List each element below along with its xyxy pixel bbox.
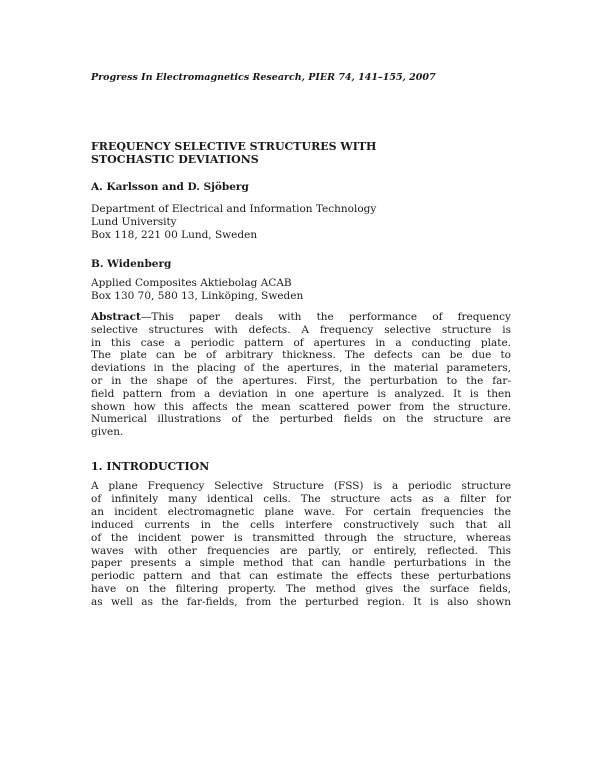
abstract-line: or in the shape of the apertures. First, the perturbation to the far- [91, 374, 511, 387]
abstract-line: The plate can be of arbitrary thickness. The defects can be due to [91, 349, 511, 362]
abstract-line: Abstract—This paper deals with the performance of frequency [91, 311, 511, 323]
affiliation-secondary [91, 277, 303, 303]
abstract-line: deviations in the placing of the apertures, in the material parameters, [91, 362, 511, 375]
abstract-line: field pattern from a deviation in one aperture is analyzed. It is then [91, 387, 511, 400]
title-line: STOCHASTIC DEVIATIONS [91, 153, 259, 166]
paragraph-line: waves with other frequencies are partly, or entirely, reflected. This [91, 544, 511, 557]
affiliation-line: Applied Composites Aktiebolag ACAB [91, 277, 292, 289]
affiliation-line: Box 130 70, 580 13, Linköping, Sweden [91, 290, 304, 302]
abstract-line: shown how this affects the mean scattered power from the structure. [91, 400, 511, 413]
title-line: FREQUENCY SELECTIVE STRUCTURES WITH [91, 140, 377, 153]
intro-paragraph [91, 480, 511, 609]
paragraph-line: of the incident power is transmitted through the structure, whereas [91, 531, 511, 544]
affiliation-line: Department of Electrical and Information Technology [91, 203, 377, 215]
paragraph-line: paper presents a simple method that can handle perturbations in the [91, 557, 511, 570]
section-heading: 1. INTRODUCTION [91, 460, 210, 473]
paragraph-line: an incident electromagnetic plane wave. For certain frequencies the [91, 505, 511, 518]
affiliation-line: Box 118, 221 00 Lund, Sweden [91, 229, 258, 241]
paragraph-line: of infinitely many identical cells. The structure acts as a filter for [91, 492, 511, 505]
abstract-label: Abstract [91, 311, 141, 323]
journal-header: Progress In Electromagnetics Research, PIER 74, 141–155, 2007 [91, 72, 436, 83]
paragraph-line: A plane Frequency Selective Structure (FSS) is a periodic structure [91, 480, 511, 492]
authors-primary: A. Karlsson and D. Sjöberg [91, 181, 249, 193]
paragraph-line: have on the filtering property. The method gives the surface fields, [91, 583, 511, 596]
paragraph-line: as well as the far-fields, from the perturbed region. It is also shown [91, 596, 511, 609]
abstract-line: in this case a periodic pattern of apertures in a conducting plate. [91, 336, 511, 349]
authors-secondary: B. Widenberg [91, 258, 172, 270]
abstract-line: given. [91, 426, 124, 439]
paragraph-line: periodic pattern and that can estimate the effects these perturbations [91, 570, 511, 583]
abstract-line: selective structures with defects. A frequency selective structure is [91, 323, 511, 336]
abstract [91, 311, 511, 439]
affiliation-primary [91, 203, 376, 242]
paper-title [91, 140, 376, 166]
paragraph-line: induced currents in the cells interfere constructively such that all [91, 518, 511, 531]
abstract-line: Numerical illustrations of the perturbed fields on the structure are [91, 413, 511, 426]
affiliation-line: Lund University [91, 216, 177, 228]
